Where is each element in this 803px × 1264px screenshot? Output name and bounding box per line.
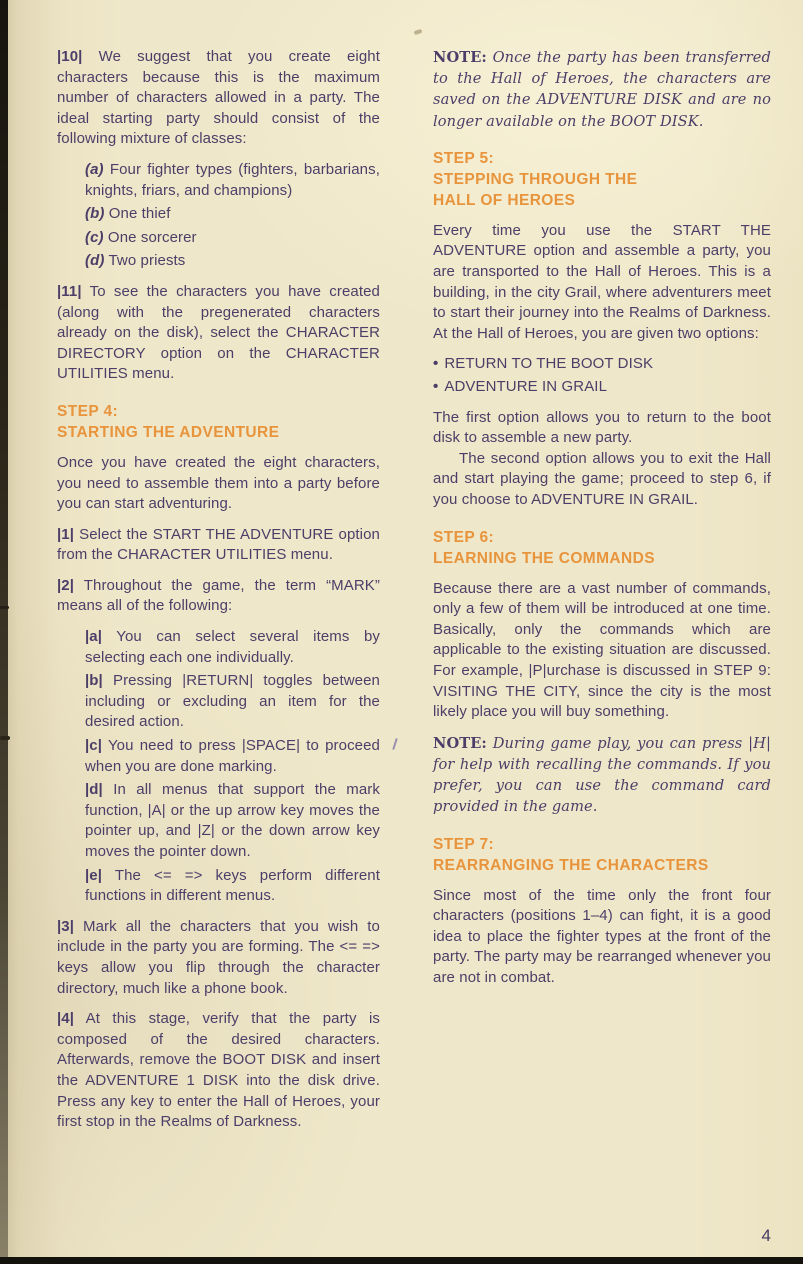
- note-transfer: [433, 47, 771, 132]
- item-marker: |4|: [57, 1010, 75, 1028]
- list-item-a: [85, 160, 380, 201]
- note-help-key: [433, 733, 771, 818]
- list-item-text: Pressing |RETURN| toggles between including or excluding an item for the desired action.: [85, 672, 380, 731]
- list-item-b2: [85, 671, 380, 733]
- item-marker: |3|: [57, 917, 75, 935]
- paragraph-first-option: The first option allows you to return to the boot disk to assemble a new party.: [433, 408, 771, 447]
- edge-notch: [0, 736, 10, 740]
- paragraph-second-option: The second option allows you to exit the Hall and start playing the game; proceed to step 6, if you choose to ADVENTURE IN GRAIL.: [433, 449, 771, 508]
- item-marker: |10|: [57, 48, 83, 65]
- heading-step-6: [433, 527, 771, 569]
- page-number: 4: [761, 1226, 771, 1245]
- option-text: RETURN TO THE BOOT DISK: [444, 355, 654, 373]
- list-item-d: [85, 251, 380, 272]
- item-marker: |1|: [57, 525, 75, 543]
- list-item-text: You can select several items by selecting each one individually.: [85, 628, 380, 666]
- paragraph-text: At this stage, verify that the party is composed of the desired characters. Afterwards, remove the BOOT DISK and insert the ADVENTURE 1 DISK into the disk drive. Press any key to enter the Hall of Heroes, your first stop in the Realms of Darkness.: [57, 1010, 380, 1131]
- heading-step-4: [57, 401, 380, 443]
- paragraph-11: [57, 282, 380, 385]
- paragraph-2: [57, 576, 380, 617]
- paragraph-4: [57, 1009, 380, 1133]
- paragraph-text: To see the characters you have created (along with the pregenerated characters already on the disk), select the CHARACTER DIRECTORY option on the CHARACTER UTILITIES menu.: [57, 282, 380, 383]
- item-marker: (c): [85, 228, 104, 246]
- right-column: [433, 47, 771, 998]
- paragraph-text: We suggest that you create eight characters because this is the maximum number of characters allowed in a party. The ideal starting party should consist of the following mixture of classes:: [57, 48, 380, 148]
- list-item-e2: [85, 866, 380, 907]
- note-marker: NOTE:: [433, 49, 487, 66]
- item-marker: |e|: [85, 866, 103, 884]
- item-marker: |d|: [85, 781, 103, 799]
- paragraph-text: Select the START THE ADVENTURE option from the CHARACTER UTILITIES menu.: [57, 525, 380, 564]
- paragraph-10: [57, 47, 380, 150]
- bullet-icon: •: [433, 355, 439, 373]
- list-item-text: The <= => keys perform different functions in different menus.: [85, 866, 381, 905]
- item-marker: (a): [85, 160, 104, 178]
- note-text: During game play, you can press |H| for help with recalling the commands. If you prefer, you can use the command card provided in the game.: [433, 734, 771, 816]
- paragraph-3: [57, 917, 380, 999]
- paragraph-step5-intro: Every time you use the START THE ADVENTURE option and assemble a party, you are transported to the Hall of Heroes. This is a building, in the city Grail, where adventurers meet to start their journey into the Realms of Darkness. At the Hall of Heroes, you are given two options:: [433, 221, 771, 342]
- list-item-c: [85, 228, 380, 249]
- heading-step-title: STARTING THE ADVENTURE: [57, 423, 280, 441]
- option-adventure-grail: [433, 377, 771, 398]
- heading-step-label: STEP 7:: [433, 835, 495, 853]
- list-item-b: [85, 204, 380, 225]
- paragraph-1: [57, 525, 380, 566]
- item-marker: (b): [85, 205, 105, 223]
- heading-step-title: STEPPING THROUGH THE: [433, 170, 638, 188]
- item-marker: |a|: [85, 628, 103, 646]
- option-text: ADVENTURE IN GRAIL: [444, 377, 608, 395]
- list-item-text: One sorcerer: [107, 228, 197, 246]
- page-left-edge: [0, 0, 8, 1264]
- paragraph-step6-intro: Because there are a vast number of commands, only a few of them will be introduced at one time. Basically, only the commands which are applicable to the existing situation are discussed. For example, |P|urchase is discussed in STEP 9: VISITING THE CITY, since the city is the most likely place you will buy something.: [433, 579, 771, 721]
- paragraph-step4-intro: Once you have created the eight characters, you need to assemble them into a party before you can start adventuring.: [57, 453, 380, 513]
- note-marker: NOTE:: [433, 734, 487, 752]
- item-marker: |11|: [57, 282, 82, 300]
- bullet-icon: •: [433, 377, 439, 395]
- list-item-text: In all menus that support the mark function, |A| or the up arrow key moves the pointer up, and |Z| or the down arrow key moves the pointer down.: [85, 781, 380, 860]
- list-item-a2: [85, 627, 380, 668]
- list-item-text: Two priests: [108, 252, 186, 270]
- heading-step-title: REARRANGING THE CHARACTERS: [433, 856, 709, 874]
- heading-step-label: STEP 5:: [433, 149, 495, 167]
- heading-step-title: LEARNING THE COMMANDS: [433, 549, 655, 567]
- edge-notch: [0, 606, 9, 609]
- heading-step-5: [433, 148, 771, 211]
- heading-step-label: STEP 6:: [433, 528, 495, 546]
- option-return-boot-disk: [433, 354, 771, 375]
- note-text: Once the party has been transferred to the Hall of Heroes, the characters are saved on the ADVENTURE DISK and are no longer available on the BOOT DISK.: [433, 49, 771, 130]
- item-marker: |c|: [85, 737, 103, 755]
- list-item-text: One thief: [108, 205, 171, 223]
- heading-step-title: HALL OF HEROES: [433, 191, 576, 209]
- paragraph-text: Throughout the game, the term “MARK” means all of the following:: [57, 576, 380, 615]
- list-item-c2: [85, 736, 380, 777]
- list-item-text: You need to press |SPACE| to proceed when you are done marking.: [85, 737, 380, 775]
- list-item-d2: [85, 780, 380, 862]
- paragraph-text: Mark all the characters that you wish to include in the party you are forming. The <= => keys allow you flip through the character directory, much like a phone book.: [57, 917, 380, 997]
- item-marker: (d): [85, 252, 105, 270]
- heading-step-7: [433, 834, 771, 876]
- item-marker: |2|: [57, 576, 75, 594]
- page-bottom-edge: [0, 1257, 803, 1264]
- heading-step-label: STEP 4:: [57, 402, 119, 420]
- left-column: [57, 47, 380, 1143]
- list-item-text: Four fighter types (fighters, barbarians, knights, friars, and champions): [85, 160, 380, 199]
- paragraph-step7-intro: Since most of the time only the front four characters (positions 1–4) can fight, it is a good idea to place the fighter types at the front of the party. The party may be rearranged whenever you are not in combat.: [433, 886, 771, 986]
- item-marker: |b|: [85, 672, 103, 690]
